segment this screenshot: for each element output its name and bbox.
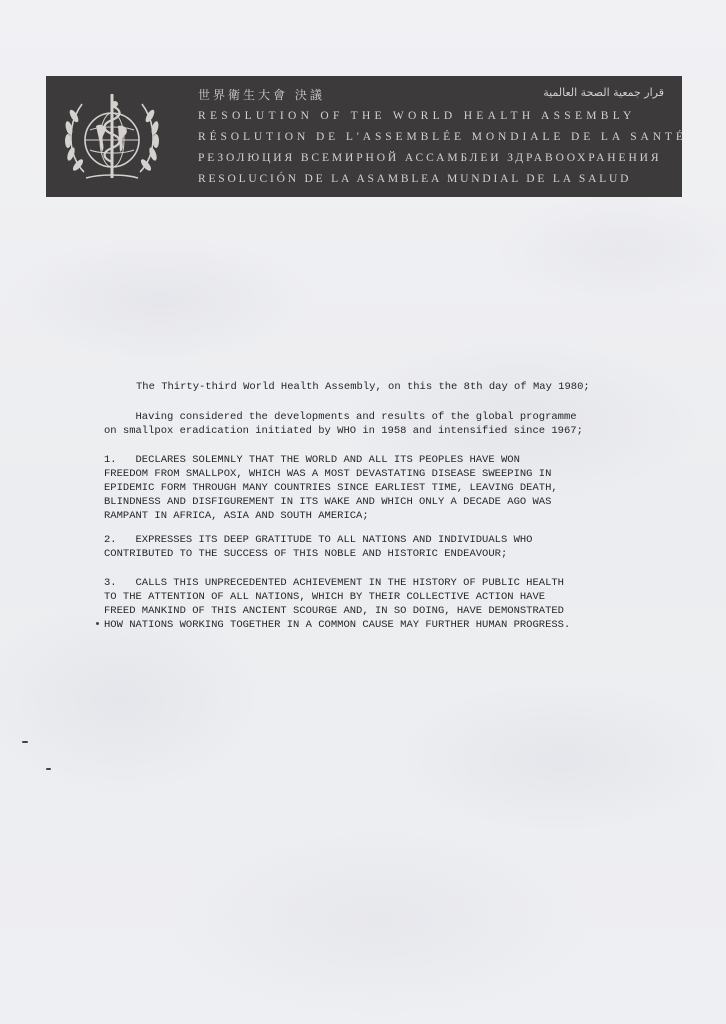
chinese-title: 世界衛生大會 決議 xyxy=(198,88,325,102)
arabic-title: قرار جمعية الصحة العالمية xyxy=(543,86,664,99)
resolution-banner xyxy=(46,76,687,197)
english-title: RESOLUTION OF THE WORLD HEALTH ASSEMBLY xyxy=(198,110,636,122)
spanish-title: RESOLUCIÓN DE LA ASAMBLEA MUNDIAL DE LA SALUD xyxy=(198,173,632,185)
resolution-preamble: Having considered the developments and results of the global programme on smallpox eradication initiated by WHO in 1958 and intensified since 1967; xyxy=(104,411,583,437)
who-emblem-icon xyxy=(60,86,164,186)
resolution-paragraph-3: 3. CALLS THIS UNPRECEDENTED ACHIEVEMENT IN THE HISTORY OF PUBLIC HEALTH TO THE ATTENTION OF ALL NATIONS, WHICH BY THEIR COLLECTIVE ACTION HAVE FREED MANKIND OF THIS ANCIENT SCOURGE AND, IN SO DOING, HAVE DEMONSTRATED HOW NATIONS WORKING TOGETHER IN A COMMON CAUSE MAY FURTHER HUMAN PROGRESS. xyxy=(104,577,571,631)
french-title: RÉSOLUTION DE L'ASSEMBLÉE MONDIALE DE LA SANTÉ xyxy=(198,131,687,143)
resolution-paragraph-2: 2. EXPRESSES ITS DEEP GRATITUDE TO ALL NATIONS AND INDIVIDUALS WHO CONTRIBUTED TO THE SUCCESS OF THIS NOBLE AND HISTORIC ENDEAVOUR; xyxy=(104,534,533,560)
paper-speck xyxy=(96,622,99,625)
paper-speck xyxy=(22,741,28,743)
russian-title: РЕЗОЛЮЦИЯ ВСЕМИРНОЙ АССАМБЛЕИ ЗДРАВООХРАНЕНИЯ xyxy=(198,152,662,164)
paper-speck xyxy=(46,768,51,770)
resolution-paragraph-1: 1. DECLARES SOLEMNLY THAT THE WORLD AND ALL ITS PEOPLES HAVE WON FREEDOM FROM SMALLPOX, WHICH WAS A MOST DEVASTATING DISEASE SWEEPING IN EPIDEMIC FORM THROUGH MANY COUNTRIES SINCE EARLIEST TIME, LEAVING DEATH, BLINDNESS AND DISFIGUREMENT IN ITS WAKE AND WHICH ONLY A DECADE AGO WAS RAMPANT IN AFRICA, ASIA AND SOUTH AMERICA; xyxy=(104,454,558,522)
resolution-intro: The Thirty-third World Health Assembly, on this the 8th day of May 1980; xyxy=(136,381,590,393)
